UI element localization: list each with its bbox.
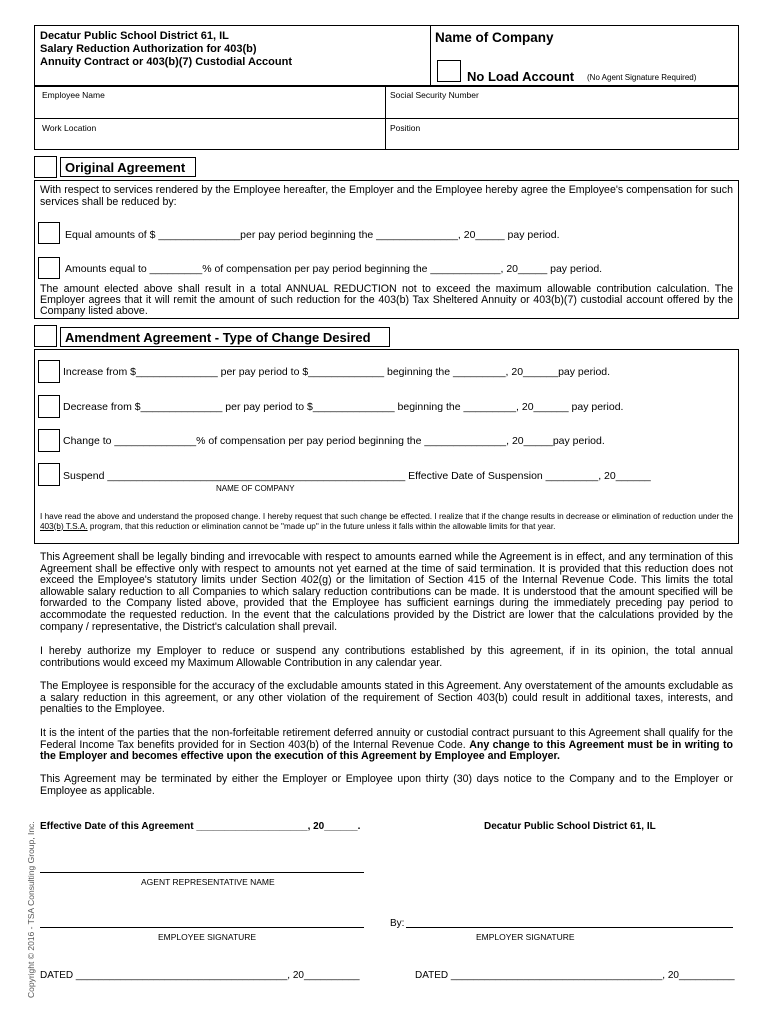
no-load-note: (No Agent Signature Required) bbox=[587, 73, 697, 82]
decrease-option: Decrease from $______________ per pay period to $______________ beginning the _________, 20______ pay period. bbox=[63, 401, 624, 413]
district-signature-heading: Decatur Public School District 61, IL bbox=[484, 821, 656, 832]
percent-amount-checkbox[interactable] bbox=[38, 257, 60, 279]
suspend-option: Suspend ___________________________________________________ Effective Date of Suspension _________, 20______ bbox=[63, 470, 651, 482]
header-divider bbox=[430, 25, 431, 86]
suspend-checkbox[interactable] bbox=[38, 463, 60, 486]
legal-paragraph-3: The Employee is responsible for the accuracy of the excludable amounts stated in this Agreement. Any overstatement of the amounts excludable as a salary reduction in this agreement, or any other violation of the requirement of Section 403(b) could result in additional taxes, interests, and penalties to the Employee. bbox=[40, 680, 733, 716]
ack-text-2: program, that this reduction or elimination cannot be "made up" in the future unless it falls within the allowable limits for that year. bbox=[87, 521, 556, 531]
change-option: Change to ______________% of compensation per pay period beginning the ______________, 20_____pay period. bbox=[63, 435, 605, 447]
dated-right-field[interactable]: DATED ______________________________________, 20__________ bbox=[415, 970, 735, 981]
form-title-line2: Salary Reduction Authorization for 403(b) bbox=[40, 43, 257, 55]
employer-signature-caption: EMPLOYER SIGNATURE bbox=[476, 932, 575, 942]
employee-signature-line[interactable] bbox=[40, 927, 364, 928]
legal-paragraph-1: This Agreement shall be legally binding and irrevocable with respect to amounts earned while the Agreement is in effect, and any termination of this Agreement shall be effective only with respect to amounts not yet earned at the time of said termination. It is provided that this reduction does not exceed the Employee's statutory limits under Section 402(g) or the limitation of Section 415 of the Internal Revenue Code. This limits the total allowable salary reduction to all Companies to which salary reduction contributions can be made. It is understood that the amount specified will be forwarded to the Company listed above, provided that the Employee has sufficient earnings during the immediately preceding pay period to accommodate the requested reduction. In the event that the calculations provided by the District are lower that the calculations provided by the company / representative, the District's calculation shall prevail. bbox=[40, 551, 733, 633]
name-of-company-caption: NAME OF COMPANY bbox=[216, 484, 295, 493]
amendment-acknowledgement bbox=[40, 512, 733, 531]
percent-amount-option: Amounts equal to _________% of compensation per pay period beginning the ____________, 20_____ pay period. bbox=[65, 263, 603, 275]
form-title-line1: Decatur Public School District 61, IL bbox=[40, 30, 229, 42]
original-note: The amount elected above shall result in a total ANNUAL REDUCTION not to exceed the maximum allowable contribution calculation. The Employer agrees that it will remit the amount of such reduction for the 403(b) Tax Sheltered Annuity or 403(b)(7) custodial account offered by the Company listed above. bbox=[40, 283, 733, 318]
legal-paragraph-5: This Agreement may be terminated by either the Employer or Employee upon thirty (30) days notice to the Company and to the Employer or Employee as applicable. bbox=[40, 773, 733, 797]
original-agreement-checkbox[interactable] bbox=[34, 156, 57, 178]
change-checkbox[interactable] bbox=[38, 429, 60, 452]
tsa-program-link[interactable]: 403(b) T.S.A. bbox=[40, 521, 88, 531]
grid-horizontal-divider bbox=[34, 118, 739, 119]
legal-paragraph-2: I hereby authorize my Employer to reduce or suspend any contributions established by this agreement, if in its opinion, the total annual contributions would exceed my Maximum Allowable Contribution in any calendar year. bbox=[40, 645, 733, 669]
amendment-title: Amendment Agreement - Type of Change Desired bbox=[65, 330, 371, 345]
equal-amounts-option: Equal amounts of $ ______________per pay period beginning the ______________, 20_____ pay period. bbox=[65, 229, 560, 241]
original-agreement-title: Original Agreement bbox=[65, 160, 186, 175]
employee-signature-caption: EMPLOYEE SIGNATURE bbox=[158, 932, 257, 942]
increase-checkbox[interactable] bbox=[38, 360, 60, 383]
company-name-label: Name of Company bbox=[435, 30, 554, 45]
form-title-line3: Annuity Contract or 403(b)(7) Custodial Account bbox=[40, 56, 292, 68]
legal-p4-bold: Any change to this Agreement must be in writing to the Employer and becomes effective upon the execution of this Agreement by Employee and Employer. bbox=[40, 738, 733, 763]
agent-rep-caption: AGENT REPRESENTATIVE NAME bbox=[141, 877, 275, 887]
ack-text-1: I have read the above and understand the proposed change. I hereby request that such change be effected. I realize that if the change results in decrease or elimination of reduction under the bbox=[40, 512, 733, 521]
decrease-checkbox[interactable] bbox=[38, 395, 60, 418]
effective-date-field[interactable]: Effective Date of this Agreement ____________________, 20______. bbox=[40, 821, 361, 832]
work-location-field[interactable]: Work Location bbox=[42, 123, 97, 133]
copyright-notice: Copyright © 2016 - TSA Consulting Group, Inc. bbox=[26, 821, 36, 998]
increase-option: Increase from $______________ per pay period to $_____________ beginning the _________, 20______pay period. bbox=[63, 366, 611, 378]
employee-name-field[interactable]: Employee Name bbox=[42, 90, 105, 100]
employer-signature-line[interactable] bbox=[406, 927, 733, 928]
legal-paragraph-4 bbox=[40, 728, 733, 763]
dated-left-field[interactable]: DATED ______________________________________, 20__________ bbox=[40, 970, 360, 981]
no-load-checkbox[interactable] bbox=[437, 60, 461, 82]
amendment-agreement-checkbox[interactable] bbox=[34, 325, 57, 347]
position-field[interactable]: Position bbox=[390, 123, 421, 133]
no-load-label: No Load Account bbox=[467, 69, 575, 84]
by-label: By: bbox=[390, 918, 405, 929]
legal-p4-text: It is the intent of the parties that the non-forfeitable retirement deferred annuity or custodial contract pursuant to this Agreement shall qualify for the Federal Income Tax benefits provided for in Section 403(b) of the Internal Revenue Code. bbox=[40, 727, 733, 751]
equal-amounts-checkbox[interactable] bbox=[38, 222, 60, 244]
agent-rep-line[interactable] bbox=[40, 872, 364, 873]
original-intro: With respect to services rendered by the Employee hereafter, the Employer and the Employee hereby agree the Employee's compensation for such services shall be reduced by: bbox=[40, 184, 733, 208]
ssn-field[interactable]: Social Security Number bbox=[390, 90, 479, 100]
